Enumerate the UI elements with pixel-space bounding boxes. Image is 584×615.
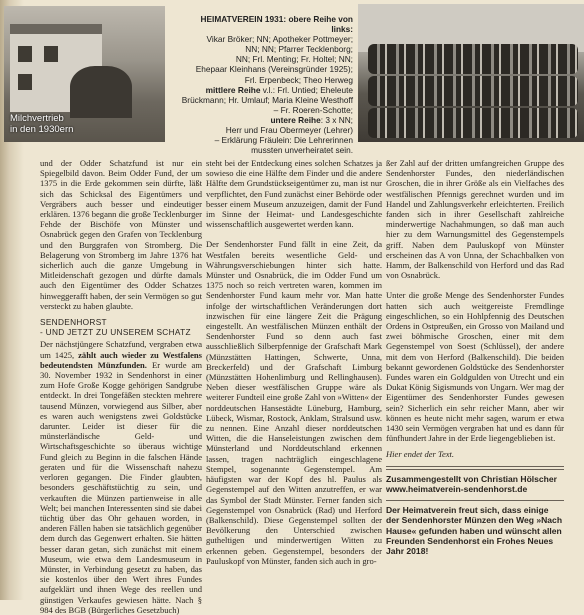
caption-line: Herr und Frau Obermeyer (Lehrer)	[225, 125, 353, 136]
divider	[386, 466, 564, 470]
section-heading-line: - UND JETZT ZU UNSEREM SCHATZ	[40, 327, 191, 338]
photo-caption-line: in den 1930ern	[10, 124, 74, 135]
heimatverein-group-photo	[358, 4, 584, 142]
paragraph: Unter die große Menge des Sendenhorster Fundes hatten sich auch weitgereiste Fremdlinge eingeschlichen, so ein Hohlpfennig des Deutschen Ordens in Ostpreußen, ein Grosso von Mailand und zwei böhmische Groschen, einer mit dem Gegenstempel von Soest (Schlüssel), der andere mit dem von Herford (Balkenschild). Die beiden bekannt gewordenen Goldstücke des Sendenhorster Fundes waren ein Goldgulden von Utrecht und ein Dukat König Sigismunds von Ungarn. Wer mag der Eigentümer des Sendenhorster Fundes gewesen sein? Sicherlich ein sehr reicher Mann, aber wir können es heute nicht mehr sagen, warum er etwa 1430 sein Vermögen vergraben hat und es dann für fünfhundert Jahre in der Erde liegengeblieben ist.	[386, 290, 564, 444]
caption-line: Frl. Erpenbeck; Theo Herweg	[244, 74, 353, 85]
photo-window	[18, 74, 32, 90]
section-heading-line: SENDENHORST	[40, 317, 107, 328]
paragraph	[40, 339, 202, 614]
photo-window	[44, 46, 58, 62]
caption-text: v.l.: Frl. Untied; Eheleute	[260, 84, 353, 95]
caption-label: untere Reihe	[270, 114, 321, 125]
caption-line: mussten unverheiratet sein.	[251, 145, 353, 156]
divider	[386, 500, 564, 501]
paragraph: steht bei der Entdeckung eines solchen Schatzes ja sowieso die eine Hälfte dem Finder und die andere Hälfte dem Grundstückseigentümer zu, man ist nur verpflichtet, den Fund zunächst einer Behörde oder besser einem Museum anzuzeigen, damit der Fund im Sinne der Heimat- und Landesgeschichte wissenschaftlich ausgewertet werden kann.	[206, 158, 382, 230]
caption-line: Ehepaar Kleinhans (Vereinsgründer 1925);	[195, 64, 353, 75]
paragraph-text: Der nächstjüngere Schatzfund, vergraben etwa um 1425,	[40, 339, 202, 360]
credit-website-link[interactable]: www.heimatverein-sendenhorst.de	[386, 483, 528, 494]
photo-row-people	[368, 76, 578, 106]
text-column-3	[386, 158, 564, 556]
section-heading	[40, 317, 202, 337]
caption-line: NN; Frl. Menting; Fr. Holtel; NN;	[235, 54, 353, 65]
paragraph: ßer Zahl auf der dritten umfangreichen Gruppe des Sendenhorster Fundes, den niederländischen Groschen, die in ihrer Größe als ein Vielfaches des westfälischen Pfennigs gerechnet wurden und im Handel und Zahlungsverkehr erleichterten. Freilich fanden sich in ihrer Gesellschaft zahlreiche minderwertige Nachahmungen, so daß man auch hier zu dem Warnungsmittel des Gegenstempels griff. Naben dem Pauluskopf von Münster erscheinen das A von Unna, der Schachbalken von Hamm, der Balkenschild von Herford und das Rad von Osnabrück.	[386, 158, 564, 281]
group-photo-caption	[178, 14, 353, 155]
closing-greeting: Der Heimatverein freut sich, dass einige der Sendenhorster Münzen den Weg »Nach Hause« gefunden haben und wünscht allen Freunden Sendenhorst ein Frohes Neues Jahr 2018!	[386, 505, 563, 556]
caption-line: NN; NN; Pfarrer Tecklenborg;	[245, 44, 353, 55]
caption-label: mittlere Reihe	[205, 84, 261, 95]
milk-delivery-photo	[4, 6, 165, 142]
end-note: Hier endet der Text.	[386, 449, 455, 460]
photo-row-people	[368, 44, 578, 74]
caption-line	[178, 85, 353, 95]
paragraph-text: Er wurde am 30. November 1932 in Sendenhorst in einer zum Hofe Große Kogge gehörigen Sandgrube entdeckt. In drei Tongefäßen steckten mehrere tausend Münzen, vorwiegend aus Silber, aber es waren auch wenigstens zwei Goldstücke darunter. Leider ist dieser für die münsterländische Geld- und Wirtschaftsgeschichte so überaus wichtige Fund gleich zu Beginn in die falschen Hände geraten und für die Wissenschaft nahezu verloren gegangen. Die Finder glaubten, besonders geschäftstüchtig zu sein, und verkauften die Münzen partienweise in alle Welt; bei manchen Interessenten sind sie dabei tüchtig über das Ohr gehauen worden, in anderen Fällen haben sie tatsächlich gegenüber dem durch das Gegenwert erhalten. Sie hätten besser daran getan, sich zunächst mit einem Museum, wie etwa dem Landesmuseum in Münster, in Verbindung gesetzt zu haben, das sie kostenlos über den Wert ihres Fundes aufgeklärt und ihnen Wege des reellen und günstigen Verkaufes gewiesen hätte. Nach § 984 des BGB (Bürgerliches Gesetzbuch)	[40, 359, 202, 615]
caption-line: – Erklärung Fräulein: Die Lehrerinnen	[214, 135, 353, 146]
caption-line: Brückmann; Hr. Umlauf; Maria Kleine Westhoff	[181, 94, 353, 105]
photo-people	[70, 66, 132, 118]
caption-text: : 3 x NN;	[320, 114, 353, 125]
text-column-1	[40, 158, 202, 615]
caption-heading: HEIMATVEREIN 1931: obere Reihe von links:	[200, 14, 353, 35]
caption-line	[178, 115, 353, 125]
photo-caption-line: Milchvertrieb	[10, 113, 64, 124]
photo-window	[18, 46, 32, 62]
photo-row-people	[368, 108, 578, 138]
caption-line: – Fr. Roeren-Schotte;	[273, 104, 353, 115]
paragraph: und der Odder Schatzfund ist nur ein Spiegelbild davon. Beim Odder Fund, der um 1375 in die Erde gekommen sein dürfte, läßt sich das Schicksal des Eigentümers und Vergräbers auch besser und eindeutiger erklären. 1376 begann die große Tecklenburger Fehde der Bischöfe von Münster und Osnabrück gegen den Grafen von Tecklenburg und den Burggrafen von Stromberg. Die Belagerung von Stromberg im Jahre 1376 hat sicherlich auch die ganze Umgebung in Mitleidenschaft gezogen und dürfte damals auch den Eigentümer des Odder Schatzes hinweggerafft haben, der sein Vermögen so gut versteckt zu haben glaubte.	[40, 158, 202, 311]
paragraph: Der Sendenhorster Fund fällt in eine Zeit, da Westfalen bereits wesentliche Geld- und Währungsverschiebungen hinter sich hatte. Münster und Osnabrück, die im Odder Fund um 1375 noch so reich vertreten waren, kommen im Sendenhorster Fund kaum mehr vor. Man hatte infolge der wirtschaftlichen Veränderungen dort inzwischen für eine längere Zeit die Prägung eingestellt. An westfälischen Münzen enthält der Sendenhorster Fund so denn auch fast ausschließlich Silberpfennige der Grafschaft Mark (Münzstätten Hattingen, Schwerte, Unna, Breckerfeld) und der Grafschaft Limburg (Münzstätten Hohenlimburg und Rellinghausen). Neben dieser westfälischen Gruppe wäre als weiterer Fundteil eine große Zahl von »Witten« der norddeutschen Hansestädte Lüneburg, Hamburg, Lübeck, Wismar, Rostock, Anklam, Stralsund usw. zu nennen. Eine Anzahl dieser norddeutschen Witten, die die Hanseleistungen zwischen dem Münsterland und Norddeutschland erkennen lassen, tragen nachträglich eingeschlagene Stempel, sogenannte Gegenstempel. Am häufigsten war der Kopf des hl. Paulus als Gegenstempel auf den Witten anzutreffen, er war das Symbol der Stadt Münster. Ferner fanden sich Gegenstempel von Osnabrück (Rad) und Herford (Balkenschild). Diese Gegenstempel sollten der Bevölkerung den Unterschied zwischen gutheltigen und minderwertigen Witten zu erkennen geben. Gegenstempel, besonders der Pauluskopf von Münster, fanden sich auch in gro-	[206, 239, 382, 566]
text-column-2	[206, 158, 382, 566]
credit-author: Zusammengestellt von Christian Hölscher	[386, 473, 557, 484]
paragraph-emphasis: zählt auch wieder zu Westfalens bedeutendsten Münzfunden.	[40, 349, 202, 370]
photo-caption	[10, 113, 73, 135]
caption-line: Vikar Bröker; NN; Apotheker Pottmeyer;	[206, 34, 353, 45]
